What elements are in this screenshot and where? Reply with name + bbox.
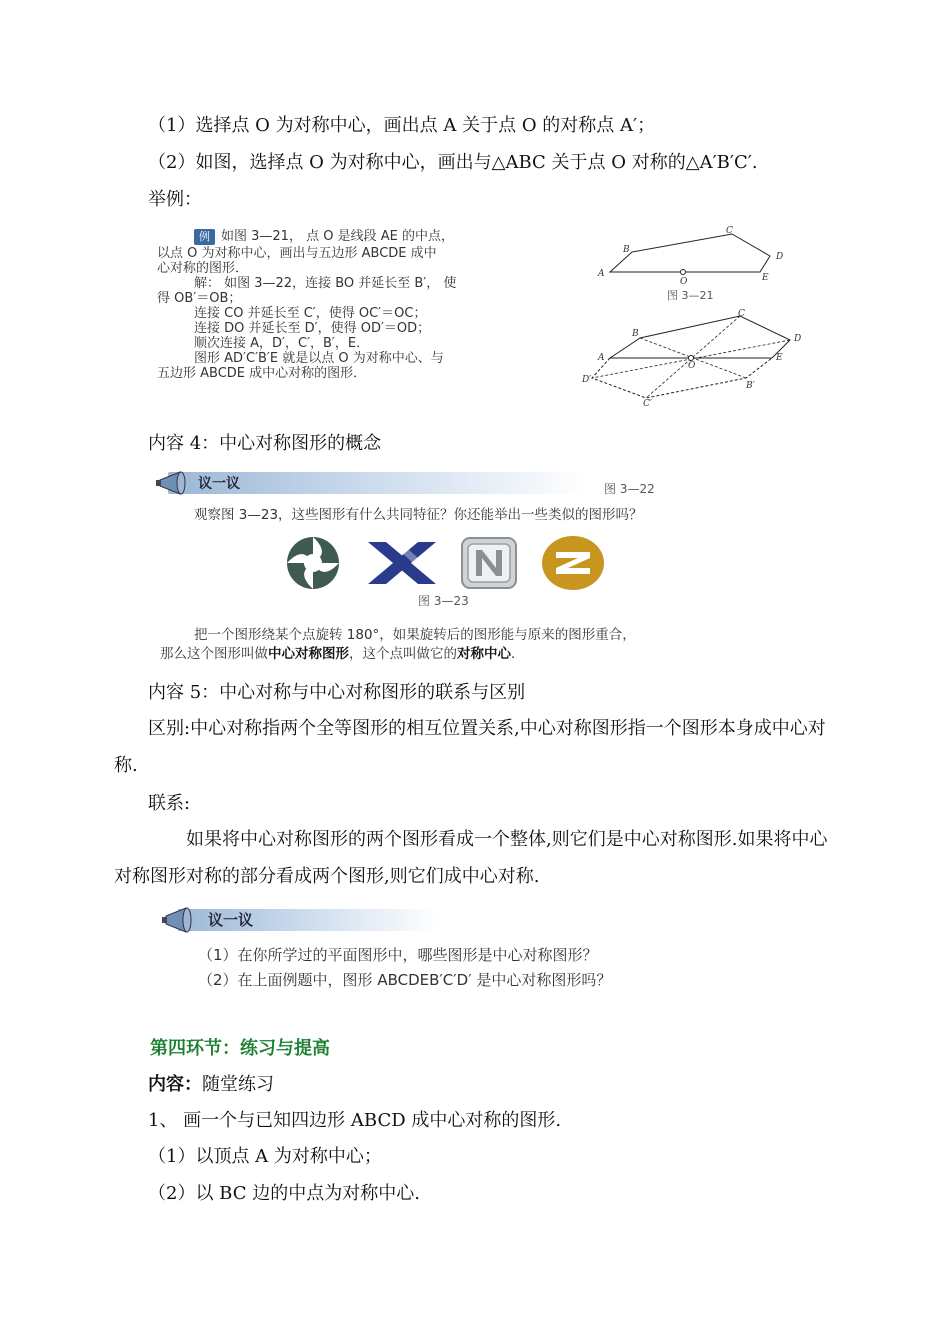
discuss-title-2: 议一议 bbox=[208, 911, 254, 929]
example-text-3: 解： 如图 3—22，连接 BO 并延长至 B′， 使 bbox=[194, 276, 457, 291]
label-d: D bbox=[776, 252, 784, 262]
definition-line-1: 把一个图形绕某个点旋转 180°，如果旋转后的图形能与原来的图形重合， bbox=[194, 627, 636, 643]
content-5-title: 内容 5：中心对称与中心对称图形的联系与区别 bbox=[148, 682, 526, 703]
label-d-prime: D′ bbox=[582, 375, 592, 385]
discuss-title-1: 议一议 bbox=[198, 476, 240, 492]
example-label: 举例： bbox=[148, 189, 202, 210]
example-text-7: 顺次连接 A，D′，C′，B′，E． bbox=[194, 336, 370, 351]
label-a: A bbox=[598, 269, 605, 279]
discuss-question-2: （2）在上面例题中，图形 ABCDEB′C′D′ 是中心对称图形吗？ bbox=[198, 971, 612, 989]
label-o2: O bbox=[688, 361, 696, 371]
example-text-0: 例 如图 3—21， 点 O 是线段 AE 的中点， bbox=[194, 229, 454, 245]
exercise-1a: （1）以顶点 A 为对称中心； bbox=[148, 1146, 382, 1167]
example-badge: 例 bbox=[194, 229, 215, 245]
content-row bbox=[148, 1073, 274, 1097]
term-central-symmetric-figure: 中心对称图形 bbox=[268, 646, 349, 662]
step-1: （1）选择点 O 为对称中心，画出点 A 关于点 O 的对称点 A′； bbox=[148, 115, 656, 136]
figure-3-22 bbox=[580, 308, 810, 408]
label-c-prime: C′ bbox=[643, 399, 652, 408]
example-text-2: 心对称的图形． bbox=[157, 261, 249, 276]
definition-line-2: 那么这个图形叫做中心对称图形，这个点叫做它的对称中心． bbox=[160, 646, 525, 662]
label-b: B bbox=[623, 245, 630, 255]
x-logo-icon bbox=[366, 540, 438, 586]
megaphone-icon bbox=[154, 468, 194, 498]
discuss-question-1: （1）在你所学过的平面图形中，哪些图形是中心对称图形？ bbox=[198, 946, 598, 964]
label-b2: B bbox=[632, 329, 639, 339]
difference-paragraph: 区别:中心对称指两个全等图形的相互位置关系,中心对称图形指一个图形本身成中心对称. bbox=[114, 718, 826, 776]
step-2: （2）如图，选择点 O 为对称中心，画出与△ABC 关于点 O 对称的△A′B′C′. bbox=[148, 152, 758, 173]
relation-paragraph: 如果将中心对称图形的两个图形看成一个整体,则它们是中心对称图形.如果将中心对称图形对称的部分看成两个图形,则它们成中心对称. bbox=[114, 829, 828, 887]
content-value: 随堂练习 bbox=[202, 1074, 274, 1095]
label-c: C bbox=[726, 226, 733, 236]
exercise-1: 1、 画一个与已知四边形 ABCD 成中心对称的图形. bbox=[148, 1110, 562, 1131]
content-label: 内容： bbox=[148, 1074, 202, 1095]
observe-question: 观察图 3—23，这些图形有什么共同特征？你还能举出一些类似的图形吗？ bbox=[194, 507, 643, 523]
figure-3-21-caption: 图 3—21 bbox=[667, 289, 714, 302]
content-4-title: 内容 4：中心对称图形的概念 bbox=[148, 433, 382, 454]
example-text-9: 五边形 ABCDE 成中心对称的图形． bbox=[157, 366, 367, 381]
label-b-prime: B′ bbox=[746, 381, 755, 391]
exercise-1b: （2）以 BC 边的中点为对称中心. bbox=[148, 1183, 420, 1204]
point-o bbox=[681, 270, 686, 275]
megaphone-icon bbox=[160, 904, 200, 936]
relation-label: 联系: bbox=[148, 793, 191, 814]
example-text-4: 得 OB′＝OB； bbox=[157, 291, 242, 306]
figure-3-22-caption: 图 3—22 bbox=[604, 482, 655, 496]
example-text-1: 以点 O 为对称中心，画出与五边形 ABCDE 成中 bbox=[157, 246, 437, 261]
label-e: E bbox=[762, 273, 769, 283]
label-d2: D bbox=[794, 334, 802, 344]
label-e2: E bbox=[776, 353, 783, 363]
example-text-5: 连接 CO 并延长至 C′，使得 OC′＝OC； bbox=[194, 306, 427, 321]
n-logo-icon bbox=[460, 536, 518, 590]
swirl-logo-icon bbox=[282, 535, 344, 591]
example-text-8: 图形 AD′C′B′E 就是以点 O 为对称中心、与 bbox=[194, 351, 444, 366]
section-4-heading: 第四环节：练习与提高 bbox=[150, 1038, 330, 1059]
label-a2: A bbox=[598, 353, 605, 363]
figure-3-23-caption: 图 3—23 bbox=[418, 594, 469, 608]
label-c2: C bbox=[738, 309, 745, 319]
term-symmetry-center: 对称中心 bbox=[457, 646, 511, 662]
z-logo-icon bbox=[540, 534, 606, 592]
label-o: O bbox=[680, 277, 688, 287]
example-text-6: 连接 DO 并延长至 D′，使得 OD′＝OD； bbox=[194, 321, 431, 336]
